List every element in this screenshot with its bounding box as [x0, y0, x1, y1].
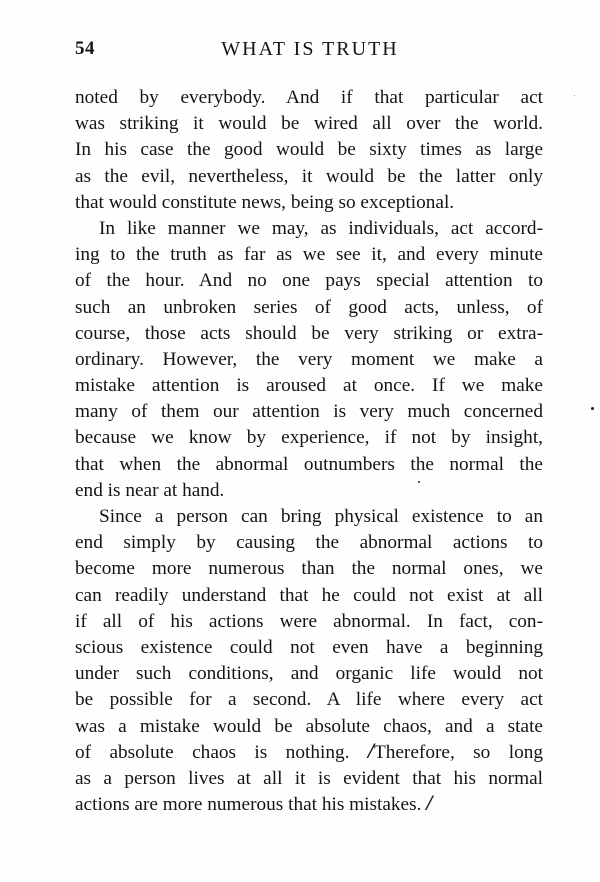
text-line: as a person lives at all it is evident that his normal [75, 767, 543, 789]
page-header [75, 38, 545, 64]
pencil-mark: / [367, 737, 374, 763]
text-line: if all of his actions were abnormal. In fact, con- [75, 610, 543, 632]
text-segment: Therefore, so long [373, 741, 543, 763]
text-line: that would constitute news, being so exceptional. [75, 191, 455, 213]
running-title: WHAT IS TRUTH [221, 38, 399, 60]
text-line: In his case the good would be sixty times as large [75, 139, 543, 161]
text-line: noted by everybody. And if that particular act [75, 87, 543, 108]
text-line: end simply by causing the abnormal actions to [75, 532, 543, 554]
text-segment: actions are more numerous that his mistakes. [75, 794, 427, 816]
text-line: many of them our attention is very much concerned [75, 401, 543, 423]
paragraph [75, 216, 543, 504]
page-number: 54 [75, 38, 95, 59]
text-line: was striking it would be wired all over the world. [75, 113, 543, 135]
scan-speck [574, 95, 575, 96]
text-line: ing to the truth as far as we see it, and every minute [75, 244, 543, 266]
text-line: become more numerous than the normal ones, we [75, 558, 543, 580]
pencil-mark: / [426, 790, 433, 816]
paragraph [75, 504, 543, 818]
paragraph [75, 85, 543, 216]
text-line: In like manner we may, as individuals, act accord- [99, 217, 543, 239]
text-line: mistake attention is aroused at once. If we make [75, 375, 543, 397]
text-line [75, 792, 543, 818]
text-line: end is near at hand. [75, 479, 225, 501]
text-line: because we know by experience, if not by insight, [75, 427, 543, 449]
text-line: ordinary. However, the very moment we make a [75, 348, 543, 370]
text-line: such an unbroken series of good acts, unless, of [75, 296, 543, 318]
text-line: of the hour. And no one pays special attention to [75, 270, 543, 292]
text-line: as the evil, nevertheless, it would be the latter only [75, 165, 543, 187]
text-line: was a mistake would be absolute chaos, and a state [75, 715, 543, 737]
text-segment: of absolute chaos is nothing. [75, 741, 368, 763]
text-line: under such conditions, and organic life would not [75, 663, 543, 685]
text-line: can readily understand that he could not exist at all [75, 584, 543, 606]
scan-speck [418, 481, 420, 483]
text-line: Since a person can bring physical existence to an [99, 506, 543, 527]
text-line: course, those acts should be very striking or extra- [75, 322, 543, 344]
text-line [75, 737, 543, 766]
scan-speck [591, 407, 594, 410]
text-line: be possible for a second. A life where every act [75, 689, 543, 711]
text-line: that when the abnormal outnumbers the normal the [75, 453, 543, 475]
body-text [75, 85, 543, 818]
text-line: scious existence could not even have a beginning [75, 636, 543, 658]
